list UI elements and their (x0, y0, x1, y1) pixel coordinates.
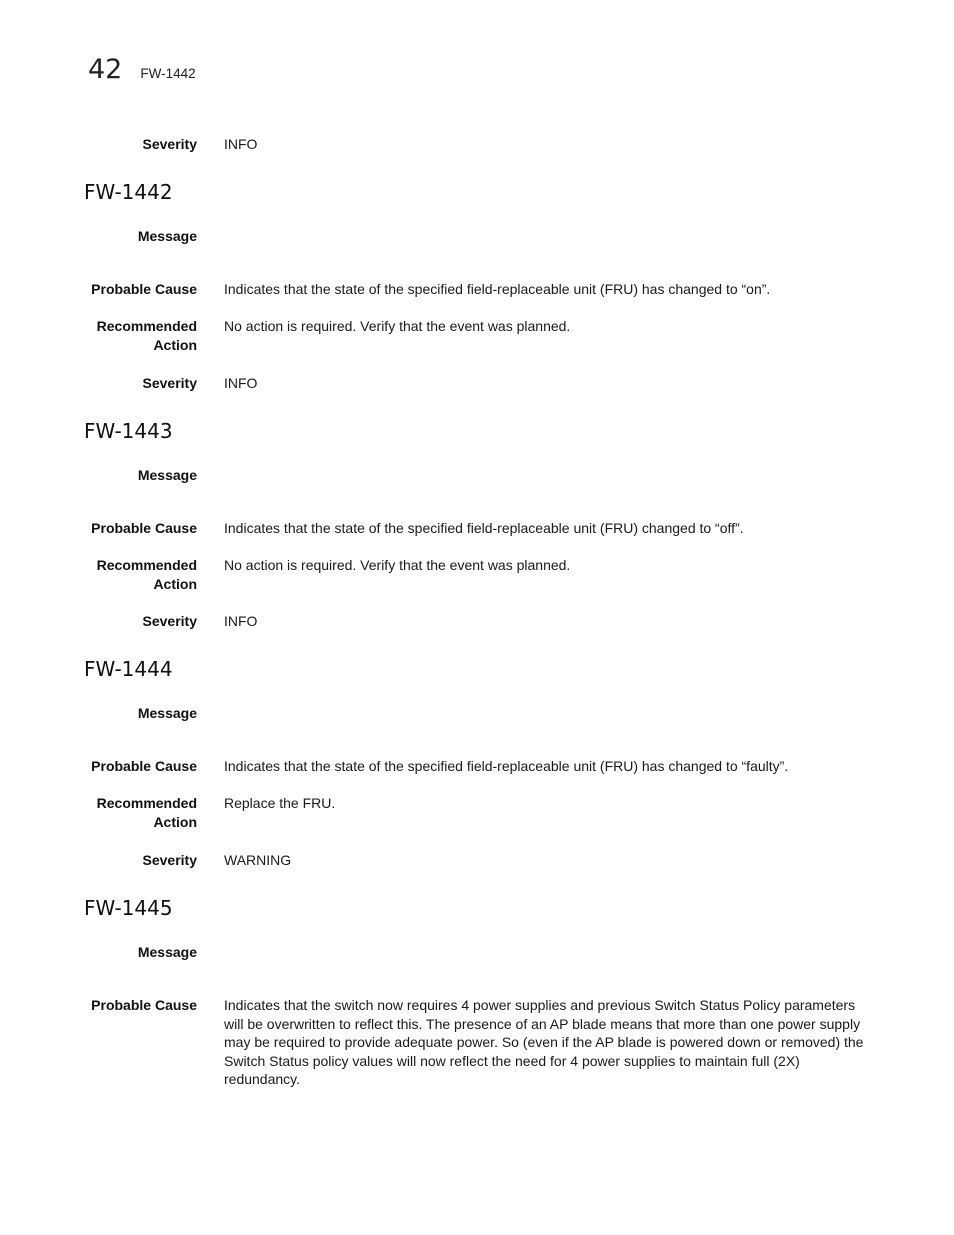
recommended-action-label (17, 317, 197, 355)
severity-value: INFO (224, 613, 258, 629)
probable-cause-label: Probable Cause (91, 997, 197, 1013)
severity-label: Severity (142, 375, 197, 391)
message-label: Message (137, 228, 197, 244)
recommended-label-line2: Action (153, 814, 197, 830)
page-header (88, 54, 196, 85)
recommended-action-value: Replace the FRU. (224, 795, 336, 811)
recommended-action-value: No action is required. Verify that the event was planned. (224, 557, 571, 573)
message-label: Message (137, 944, 197, 960)
recommended-action-label (17, 794, 197, 832)
probable-cause-value: Indicates that the state of the specified field-replaceable unit (FRU) changed to “off”. (224, 520, 744, 536)
section-title-fw-1445: FW-1445 (84, 896, 173, 920)
severity-value: INFO (224, 136, 258, 152)
message-label: Message (137, 705, 197, 721)
section-title-fw-1442: FW-1442 (84, 180, 173, 204)
recommended-action-value: No action is required. Verify that the event was planned. (224, 318, 571, 334)
section-title-fw-1444: FW-1444 (84, 657, 173, 681)
probable-cause-value: Indicates that the state of the specified field-replaceable unit (FRU) has changed to “on”. (224, 281, 771, 297)
probable-cause-value: Indicates that the switch now requires 4 power supplies and previous Switch Status Policy parameters will be overwritten to reflect this. The presence of an AP blade means that more than one power supply may be required to provide adequate power. So (even if the AP blade is powered down or removed) the Switch Status policy values will now reflect the need for 4 power supplies to maintain full (2X) redundancy. (224, 997, 864, 1088)
probable-cause-label: Probable Cause (91, 758, 197, 774)
severity-label: Severity (142, 136, 197, 152)
running-header-title: FW-1442 (140, 66, 196, 81)
recommended-label-line2: Action (153, 576, 197, 592)
recommended-label-line1: Recommended (96, 557, 197, 573)
recommended-label-line1: Recommended (96, 318, 197, 334)
severity-label: Severity (142, 613, 197, 629)
section-title-fw-1443: FW-1443 (84, 419, 173, 443)
probable-cause-label: Probable Cause (91, 281, 197, 297)
message-label: Message (137, 467, 197, 483)
recommended-action-label (17, 556, 197, 594)
chapter-number: 42 (88, 54, 123, 85)
severity-value: WARNING (224, 852, 292, 868)
recommended-label-line2: Action (153, 337, 197, 353)
severity-value: INFO (224, 375, 258, 391)
probable-cause-label: Probable Cause (91, 520, 197, 536)
recommended-label-line1: Recommended (96, 795, 197, 811)
severity-label: Severity (142, 852, 197, 868)
probable-cause-value: Indicates that the state of the specified field-replaceable unit (FRU) has changed to “faulty”. (224, 758, 789, 774)
